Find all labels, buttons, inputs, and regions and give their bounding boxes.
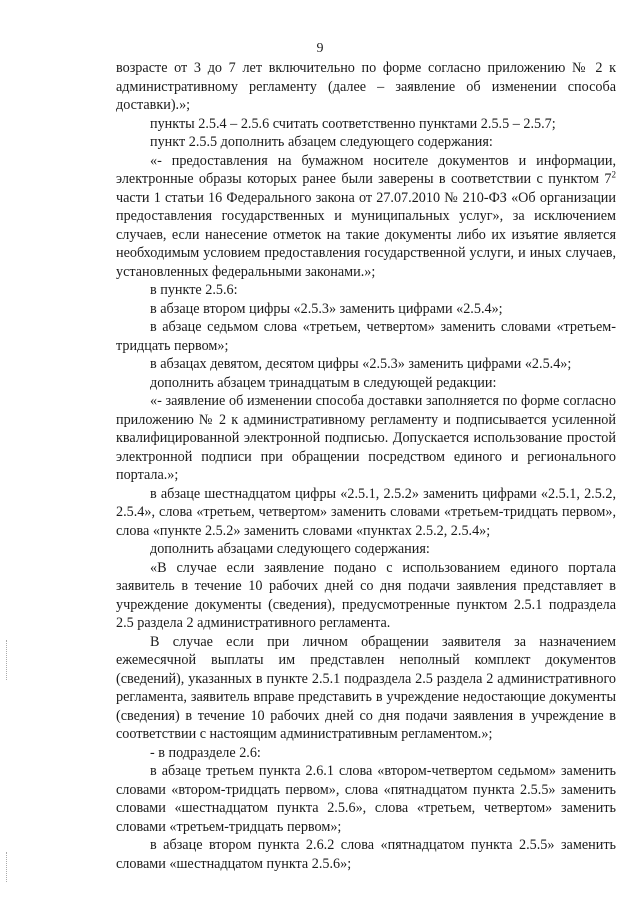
paragraph: в абзаце втором цифры «2.5.3» заменить цифрами «2.5.4»; [150,300,503,317]
paragraph: - в подразделе 2.6: [150,744,261,761]
paragraph: В случае если при личном обращении заявителя за назначением ежемесячной выплаты им представлен неполный комплект документов (сведений), указанных в пункте 2.5.1 подраздела 2.5 раздела 2 административного регламента, заявитель вправе представить в учреждение недостающие документы (сведения) в течение 10 рабочих дней со дня подачи заявления в учреждение в соответствии с настоящим административным регламентом.»; [116,633,616,742]
paragraph: в пункте 2.5.6: [150,282,238,298]
paragraph: в абзаце седьмом слова «третьем, четвертом» заменить словами «третьем-тридцать первом»; [116,319,616,354]
paragraph: пункт 2.5.5 дополнить абзацем следующего содержания: [150,134,493,150]
paragraph: «В случае если заявление подано с использованием единого портала заявитель в течение 10 рабочих дней со дня подачи заявления представляет в учреждение документы (сведения), предусмотренные пунктом 2.5.1 подраздела 2.5 раздела 2 административного регламента. [116,559,616,631]
margin-mark [6,640,9,680]
paragraph: «- предоставления на бумажном носителе документов и информации, электронные образы которых ранее были заверены в соответствии с пунктом $7^2$ части 1 статьи 16 Федерального закона от 27.07.2010 № 210-ФЗ «Об организации предоставления государственных и муниципальных услуг», за исключением случаев, если нанесение отметок на такие документы либо их изъятие является необходимым условием предоставления государственной услуги, и иных случаев, установленных федеральными законами.»; [116,152,616,280]
page-number: 9 [316,41,324,56]
margin-mark [6,852,9,882]
paragraph: в абзацах девятом, десятом цифры «2.5.3» заменить цифрами «2.5.4»; [150,356,572,372]
paragraph: пункты 2.5.4 – 2.5.6 считать соответственно пунктами 2.5.5 – 2.5.7; [150,115,556,132]
paragraph: дополнить абзацами следующего содержания: [150,541,430,557]
paragraph: в абзаце втором пункта 2.6.2 слова «пятнадцатом пункта 2.5.5» заменить словами «шестнадцатом пункта 2.5.6»; [116,837,616,872]
paragraph: возрасте от 3 до 7 лет включительно по форме согласно приложению № 2 к административному регламенту (далее – заявление об изменении способа доставки).»; [116,60,616,113]
paragraph: дополнить абзацем тринадцатым в следующей редакции: [150,374,497,391]
document-body [116,59,616,873]
paragraph: в абзаце третьем пункта 2.6.1 слова «втором-четвертом седьмом» заменить словами «втором-тридцать первом», слова «пятнадцатом пункта 2.5.5» заменить словами «шестнадцатом пункта 2.5.6», слова «третьем, четвертом» заменить словами «третьем-тридцать первом»; [116,763,616,835]
paragraph: «- заявление об изменении способа доставки заполняется по форме согласно приложению № 2 к административному регламенту и подписывается усиленной квалифицированной электронной подписью. Допускается использование простой электронной подписи при обращении посредством единого и регионального портала.»; [116,393,616,483]
paragraph: в абзаце шестнадцатом цифры «2.5.1, 2.5.2» заменить цифрами «2.5.1, 2.5.2, 2.5.4», слова «третьем, четвертом» заменить словами «третьем-тридцать первом», слова «пункте 2.5.2» заменить словами «пунктах 2.5.2, 2.5.4»; [116,485,616,539]
